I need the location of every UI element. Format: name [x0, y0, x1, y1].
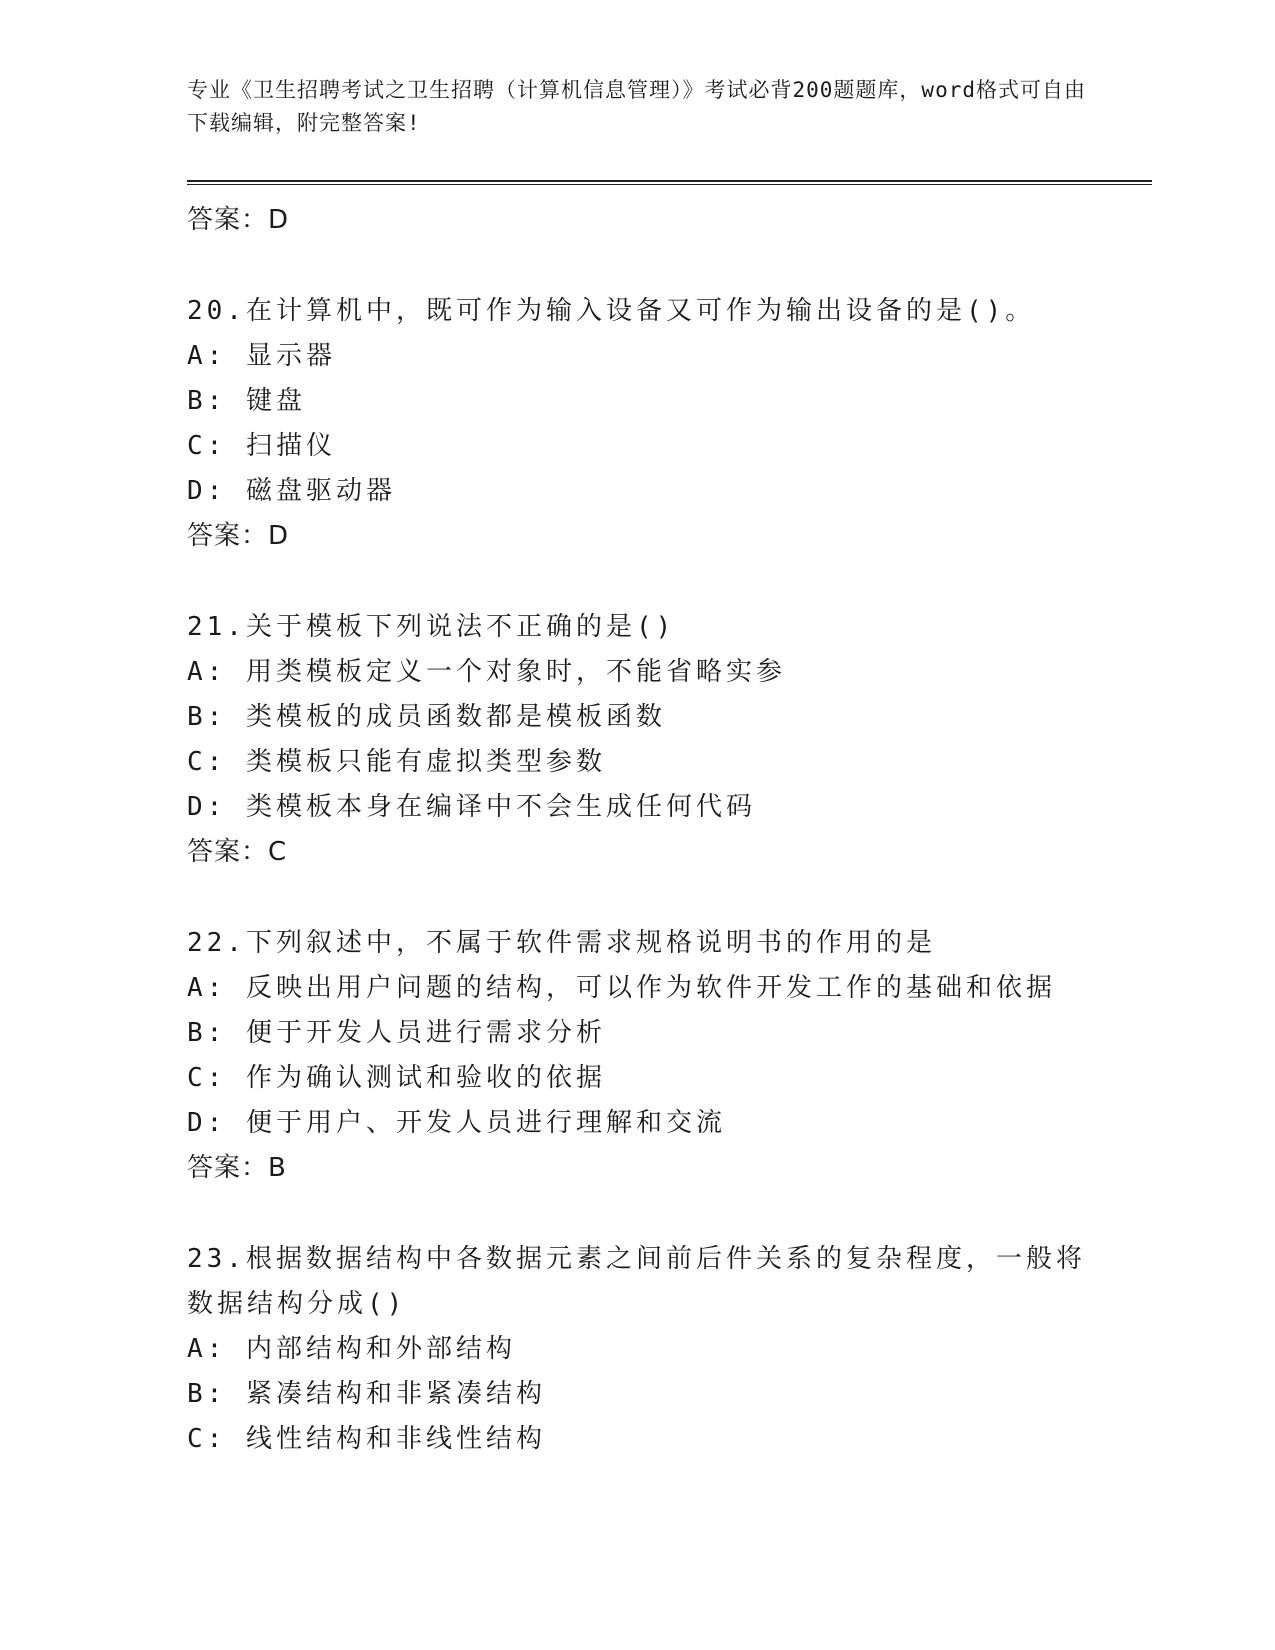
question-stem: 21.关于模板下列说法不正确的是(): [187, 612, 676, 642]
option-c: C: 扫描仪: [187, 431, 336, 461]
option-b: B: 紧凑结构和非紧凑结构: [187, 1379, 546, 1409]
option-a: A: 反映出用户问题的结构，可以作为软件开发工作的基础和依据: [187, 973, 1056, 1003]
option-d: D: 类模板本身在编译中不会生成任何代码: [187, 792, 756, 822]
question-22: [187, 921, 1152, 1191]
option-c: C: 作为确认测试和验收的依据: [187, 1063, 606, 1093]
document-page: [187, 0, 1152, 1462]
question-20: [187, 289, 1152, 559]
option-d: D: 磁盘驱动器: [187, 476, 396, 506]
option-a: A: 内部结构和外部结构: [187, 1334, 516, 1364]
option-c: C: 线性结构和非线性结构: [187, 1424, 546, 1454]
option-b: B: 便于开发人员进行需求分析: [187, 1018, 606, 1048]
option-d: D: 便于用户、开发人员进行理解和交流: [187, 1108, 726, 1138]
question-stem: 20.在计算机中，既可作为输入设备又可作为输出设备的是()。: [187, 296, 1036, 326]
option-a: A: 显示器: [187, 341, 336, 371]
header-divider: [187, 180, 1152, 185]
question-stem: 22.下列叙述中，不属于软件需求规格说明书的作用的是: [187, 928, 936, 958]
question-stem: 23.根据数据结构中各数据元素之间前后件关系的复杂程度，一般将数据结构分成(): [187, 1244, 1086, 1319]
option-b: B: 类模板的成员函数都是模板函数: [187, 702, 666, 732]
question-23: [187, 1237, 1152, 1462]
answer-line: 答案：D: [187, 205, 290, 235]
option-a: A: 用类模板定义一个对象时，不能省略实参: [187, 657, 786, 687]
option-b: B: 键盘: [187, 386, 306, 416]
answer-line: 答案：C: [187, 837, 288, 867]
answer-line: 答案：D: [187, 521, 290, 551]
option-c: C: 类模板只能有虚拟类型参数: [187, 747, 606, 777]
answer-line: 答案：B: [187, 1153, 287, 1183]
document-header: 专业《卫生招聘考试之卫生招聘（计算机信息管理）》考试必背200题题库，word格式可自由下载编辑，附完整答案!: [187, 78, 1086, 135]
question-21: [187, 605, 1152, 875]
